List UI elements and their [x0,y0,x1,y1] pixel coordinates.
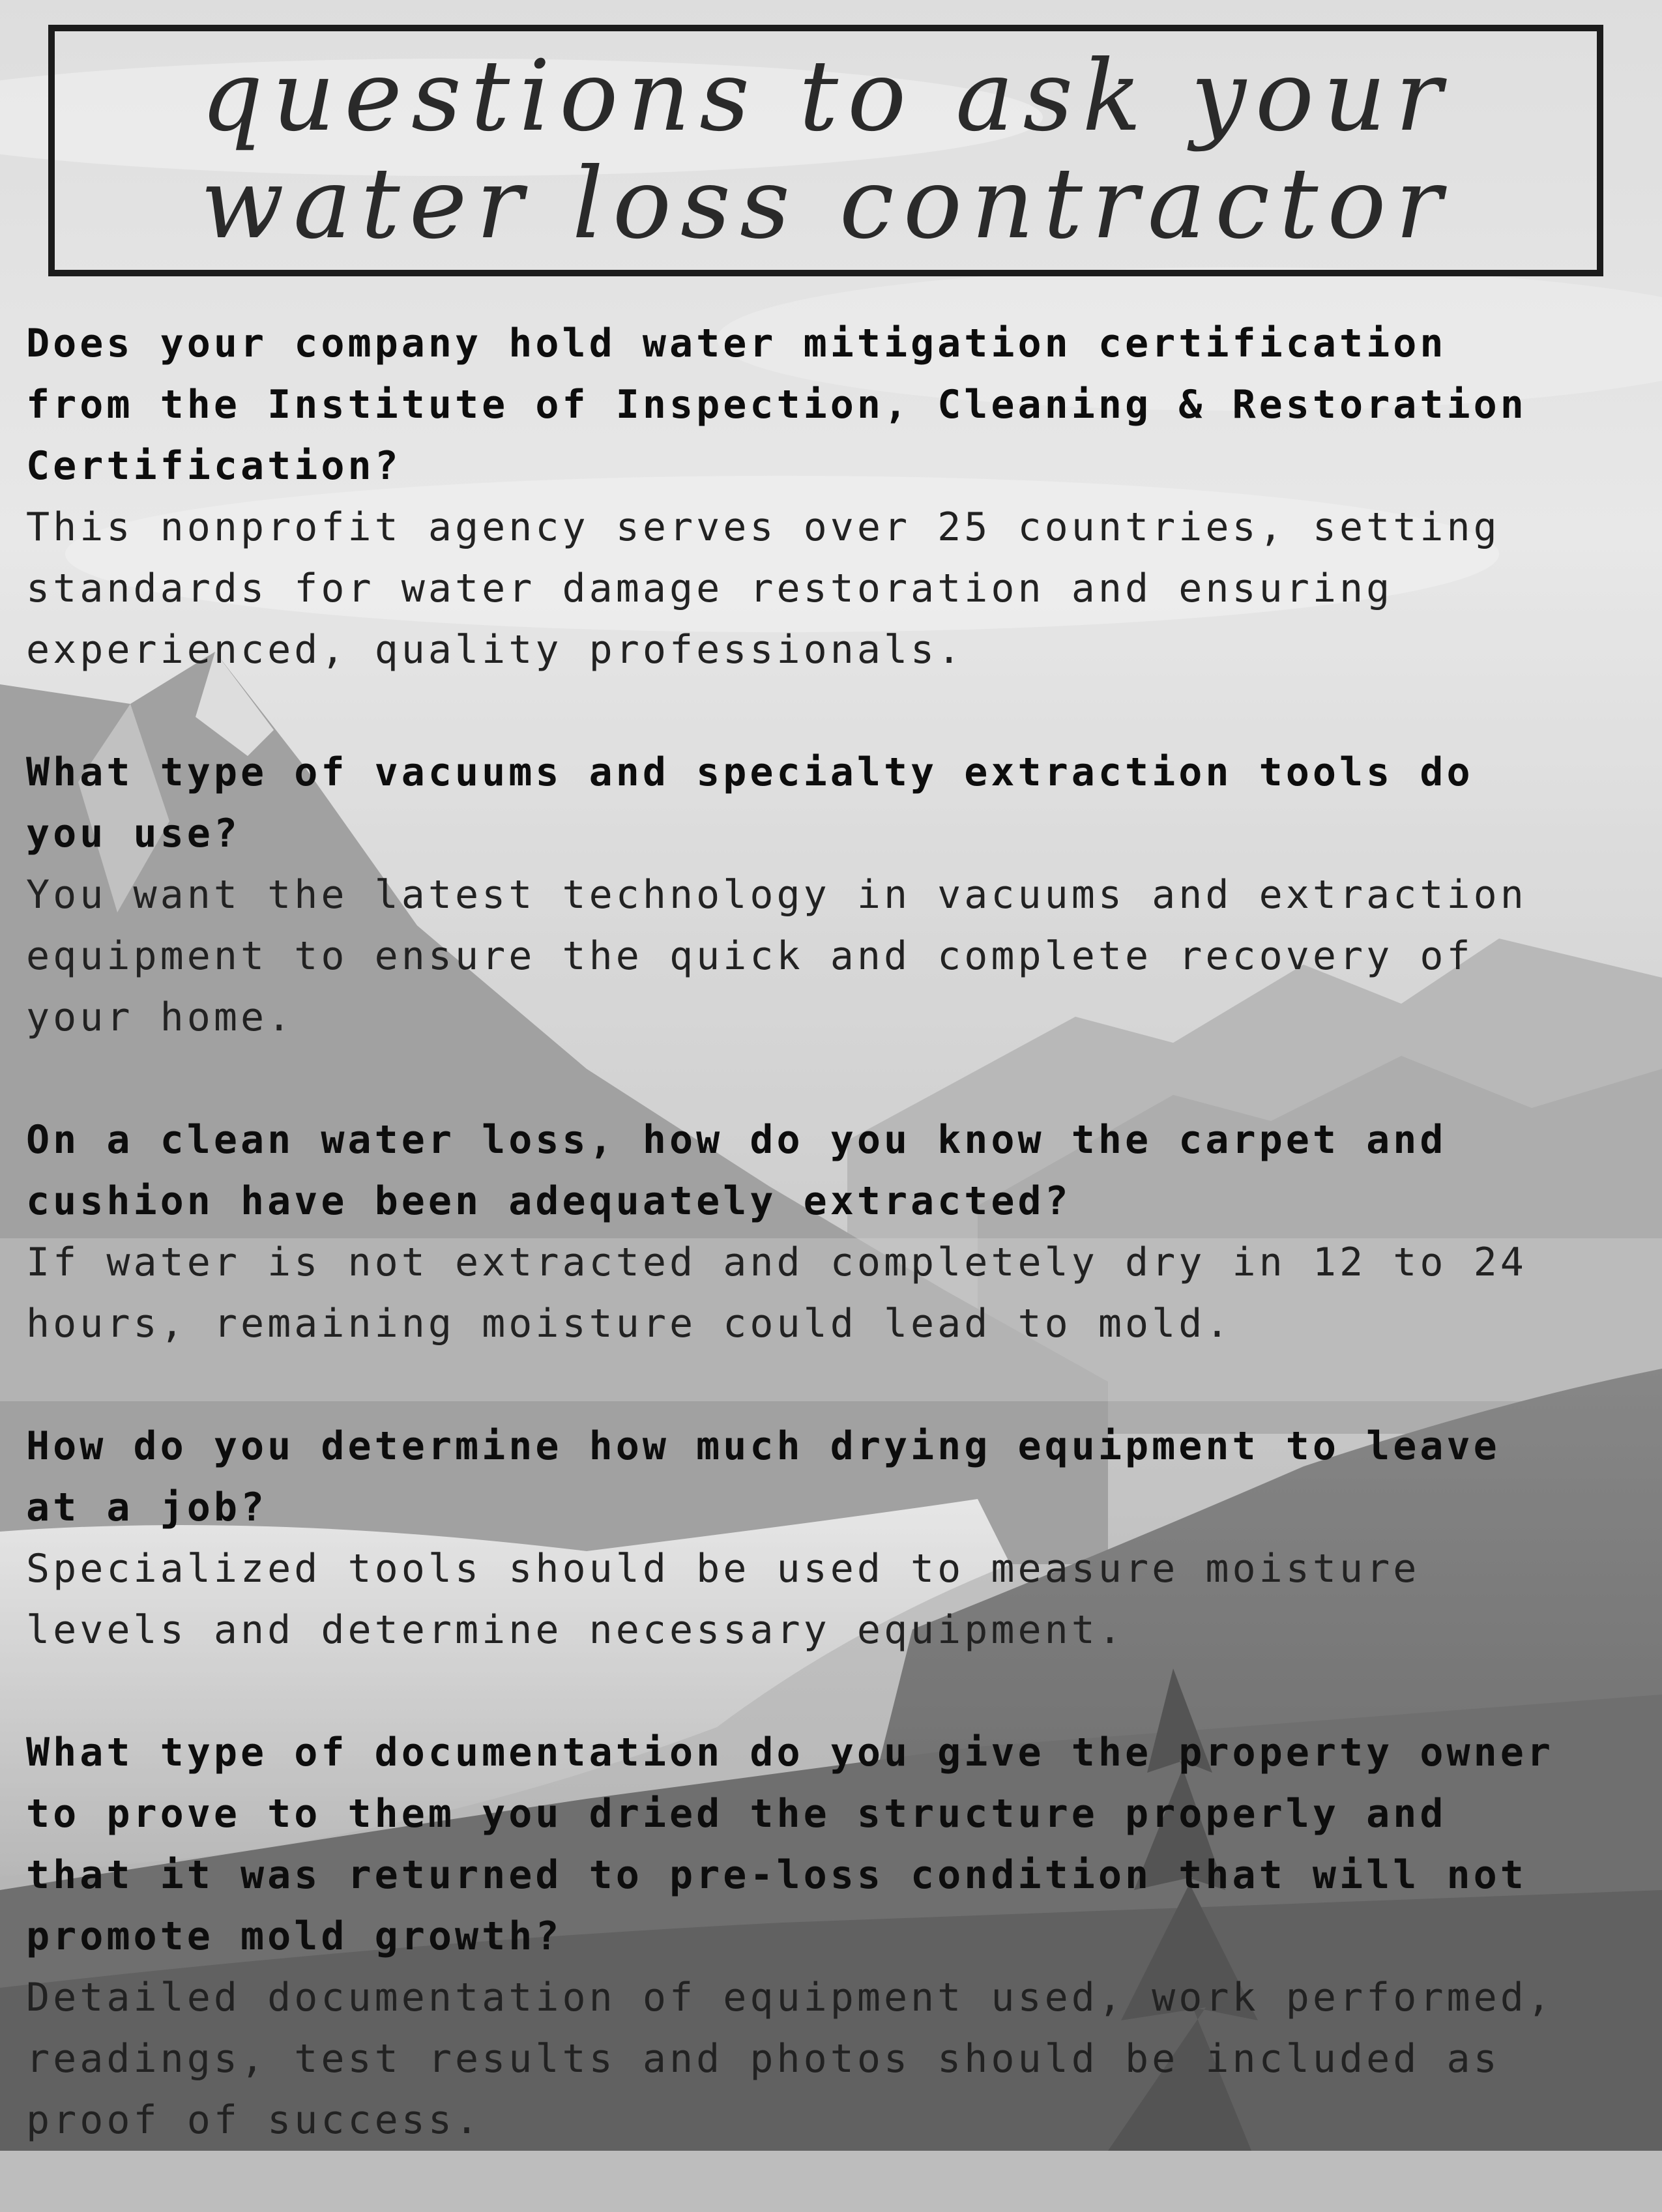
qa-item [26,1109,1642,1354]
answer-text: Specialized tools should be used to measure moisture levels and determine necessary equipment. [26,1546,1420,1653]
qa-item [26,313,1642,680]
title-box [48,25,1603,276]
qa-item [26,1722,1642,2151]
question-text: What type of vacuums and specialty extraction tools do you use? [26,749,1474,856]
answer-text: You want the latest technology in vacuums and extraction equipment to ensure the quick and complete recovery of your home. [26,872,1527,1040]
title-line-1: questions to ask your [200,40,1451,153]
qa-item [26,1416,1642,1661]
qa-item [26,742,1642,1048]
question-text: On a clean water loss, how do you know the carpet and cushion have been adequately extracted? [26,1117,1447,1224]
answer-text: If water is not extracted and completely dry in 12 to 24 hours, remaining moisture could lead to mold. [26,1240,1527,1346]
qa-list [26,313,1642,2212]
title-line-2: water loss contractor [200,147,1451,261]
answer-text: Detailed documentation of equipment used, work performed, readings, test results and photos should be included as proof of success. [26,1975,1554,2143]
question-text: What type of documentation do you give the property owner to prove to them you dried the structure properly and that it was returned to pre-loss condition that will not promote mold growth? [26,1730,1554,1959]
question-text: Does your company hold water mitigation certification from the Institute of Inspection, Cleaning & Restoration Certification? [26,321,1527,489]
answer-text: This nonprofit agency serves over 25 countries, setting standards for water damage restoration and ensuring experienced, quality professionals. [26,504,1500,673]
question-text: How do you determine how much drying equipment to leave at a job? [26,1423,1500,1530]
